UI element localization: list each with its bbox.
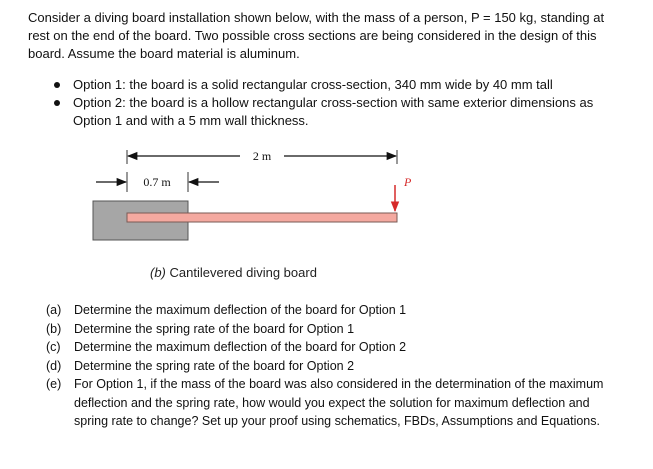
question-item (46, 301, 616, 320)
question-item (46, 357, 616, 376)
total-length-label: 2 m (252, 149, 272, 163)
load-label: P (404, 175, 412, 189)
bullet-icon (54, 100, 60, 106)
option-text: Option 1: the board is a solid rectangular cross-section, 340 mm wide by 40 mm tall (73, 77, 553, 92)
design-options-list (48, 76, 628, 130)
support-length-label: 0.7 m (143, 175, 171, 189)
questions-list (46, 301, 616, 431)
question-text: Determine the maximum deflection of the board for Option 2 (74, 340, 407, 354)
option-item (48, 94, 628, 130)
total-length-dimension (127, 149, 397, 164)
question-label: (d) (46, 358, 62, 373)
caption-letter: (b) (150, 265, 166, 280)
diving-board-figure (0, 140, 653, 290)
diving-board (127, 213, 397, 222)
question-label: (e) (46, 377, 62, 391)
question-text: Determine the spring rate of the board for Option 1 (74, 321, 355, 336)
support-length-dimension (96, 172, 219, 192)
question-item (46, 375, 616, 431)
figure-caption (150, 265, 317, 281)
question-item (46, 320, 616, 339)
question-label: (b) (46, 321, 62, 336)
question-label: (a) (46, 303, 62, 317)
problem-intro: Consider a diving board installation shown below, with the mass of a person, P = 150 kg, standing at rest on the end of the board. Two possible cross sections are being considered in the design of this board. Assume the board material is aluminum. (28, 10, 605, 61)
option-text: Option 2: the board is a hollow rectangular cross-section with same exterior dimensions as Option 1 and with a 5 mm wall thickness. (73, 95, 594, 128)
option-item (48, 76, 628, 94)
question-item (46, 338, 616, 357)
question-text: Determine the spring rate of the board for Option 2 (74, 358, 355, 373)
caption-text: Cantilevered diving board (165, 265, 317, 280)
bullet-icon (54, 82, 60, 88)
question-label: (c) (46, 340, 61, 354)
question-text: Determine the maximum deflection of the board for Option 1 (74, 303, 407, 317)
question-text: For Option 1, if the mass of the board was also considered in the determination of the maximum deflection and the spring rate, how would you expect the solution for maximum deflection and spring rate to change? Set up your proof using schematics, FBDs, Assumptions and Equations. (74, 377, 604, 428)
